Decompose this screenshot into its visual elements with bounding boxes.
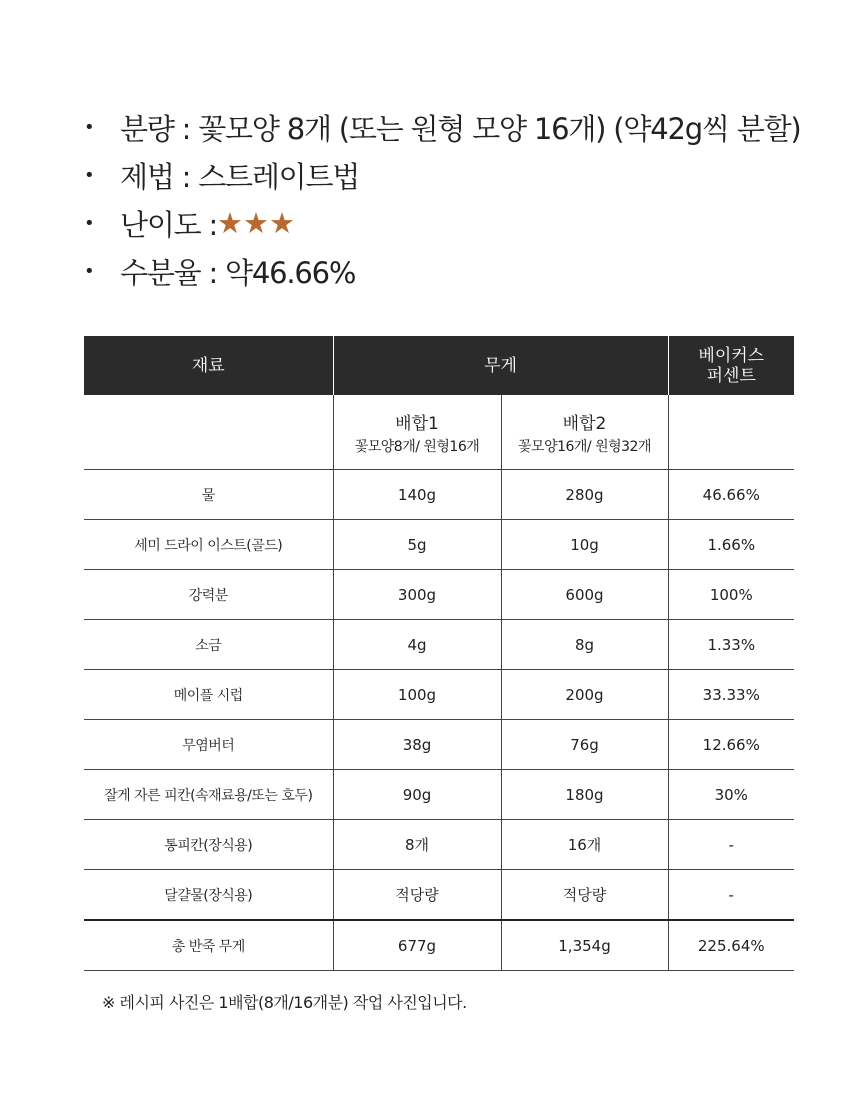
batch-1-amount: 140g <box>333 470 501 520</box>
table-header-row <box>84 336 794 395</box>
batch-subheader-row <box>84 395 794 470</box>
list-item-difficulty <box>84 199 844 247</box>
batch-1-desc: 꽃모양8개/ 원형16개 <box>354 438 480 455</box>
ingredient-name: 물 <box>84 470 333 520</box>
batch-1-amount: 8개 <box>333 820 501 870</box>
batch-2-desc: 꽃모양16개/ 원형32개 <box>518 438 651 455</box>
batch-2-amount: 10g <box>501 520 668 570</box>
batch-2-amount: 200g <box>501 670 668 720</box>
batch-2-name: 배합2 <box>562 413 607 434</box>
total-ingredient-name: 총 반죽 무게 <box>84 920 333 971</box>
table-row <box>84 670 794 720</box>
recipe-info-list <box>84 103 844 295</box>
bullet-icon: • <box>84 260 94 282</box>
ingredient-name: 소금 <box>84 620 333 670</box>
hydration-text: 수분율 : 약46.66% <box>120 255 356 290</box>
ingredient-table <box>84 336 794 971</box>
header-ingredient: 재료 <box>84 336 333 395</box>
method-text: 제법 : 스트레이트법 <box>120 159 360 194</box>
batch-2-amount: 적당량 <box>501 870 668 921</box>
batch-2-amount: 280g <box>501 470 668 520</box>
batch-1-amount: 90g <box>333 770 501 820</box>
header-weight: 무게 <box>333 336 668 395</box>
bakers-percent: - <box>668 820 794 870</box>
bakers-percent: 100% <box>668 570 794 620</box>
batch-1-amount: 300g <box>333 570 501 620</box>
table-row <box>84 720 794 770</box>
ingredient-name: 통피칸(장식용) <box>84 820 333 870</box>
bullet-icon: • <box>84 212 94 234</box>
batch-2-amount: 76g <box>501 720 668 770</box>
ingredient-name: 강력분 <box>84 570 333 620</box>
star-rating-icon: ★★★ <box>217 206 296 240</box>
bakers-percent: - <box>668 870 794 921</box>
table-row <box>84 470 794 520</box>
footnote: ※ 레시피 사진은 1배합(8개/16개분) 작업 사진입니다. <box>102 993 467 1012</box>
list-item-yield <box>84 103 844 151</box>
batch-2-amount: 8g <box>501 620 668 670</box>
batch-1-amount: 적당량 <box>333 870 501 921</box>
bullet-icon: • <box>84 164 94 186</box>
ingredient-name: 세미 드라이 이스트(골드) <box>84 520 333 570</box>
batch-2-amount: 600g <box>501 570 668 620</box>
batch-2-cell <box>501 395 668 470</box>
bakers-percent: 1.66% <box>668 520 794 570</box>
total-batch-2-amount: 1,354g <box>501 920 668 971</box>
table-row <box>84 770 794 820</box>
total-row <box>84 920 794 971</box>
list-item-hydration <box>84 247 844 295</box>
bakers-percent: 12.66% <box>668 720 794 770</box>
ingredient-name: 메이플 시럽 <box>84 670 333 720</box>
batch-1-amount: 100g <box>333 670 501 720</box>
list-item-method <box>84 151 844 199</box>
total-bakers-percent: 225.64% <box>668 920 794 971</box>
ingredient-name: 달걀물(장식용) <box>84 870 333 921</box>
batch-1-amount: 4g <box>333 620 501 670</box>
batch-2-amount: 16개 <box>501 820 668 870</box>
bakers-percent: 1.33% <box>668 620 794 670</box>
ingredient-name: 무염버터 <box>84 720 333 770</box>
bakers-percent: 33.33% <box>668 670 794 720</box>
empty-cell <box>84 395 333 470</box>
batch-1-name: 배합1 <box>395 413 439 434</box>
total-batch-1-amount: 677g <box>333 920 501 971</box>
batch-1-amount: 38g <box>333 720 501 770</box>
table-row <box>84 520 794 570</box>
bullet-icon: • <box>84 116 94 138</box>
table-row <box>84 570 794 620</box>
difficulty-text: 난이도 : <box>120 207 218 242</box>
ingredient-name: 잘게 자른 피칸(속재료용/또는 호두) <box>84 770 333 820</box>
yield-text: 분량 : 꽃모양 8개 (또는 원형 모양 16개) (약42g씩 분할) <box>120 111 801 146</box>
batch-1-cell <box>333 395 501 470</box>
table-row <box>84 870 794 921</box>
table-row <box>84 620 794 670</box>
batch-2-amount: 180g <box>501 770 668 820</box>
batch-1-amount: 5g <box>333 520 501 570</box>
header-bakers-percent: 베이커스 퍼센트 <box>668 336 794 395</box>
bakers-percent: 30% <box>668 770 794 820</box>
empty-cell <box>668 395 794 470</box>
table-row <box>84 820 794 870</box>
bakers-percent: 46.66% <box>668 470 794 520</box>
